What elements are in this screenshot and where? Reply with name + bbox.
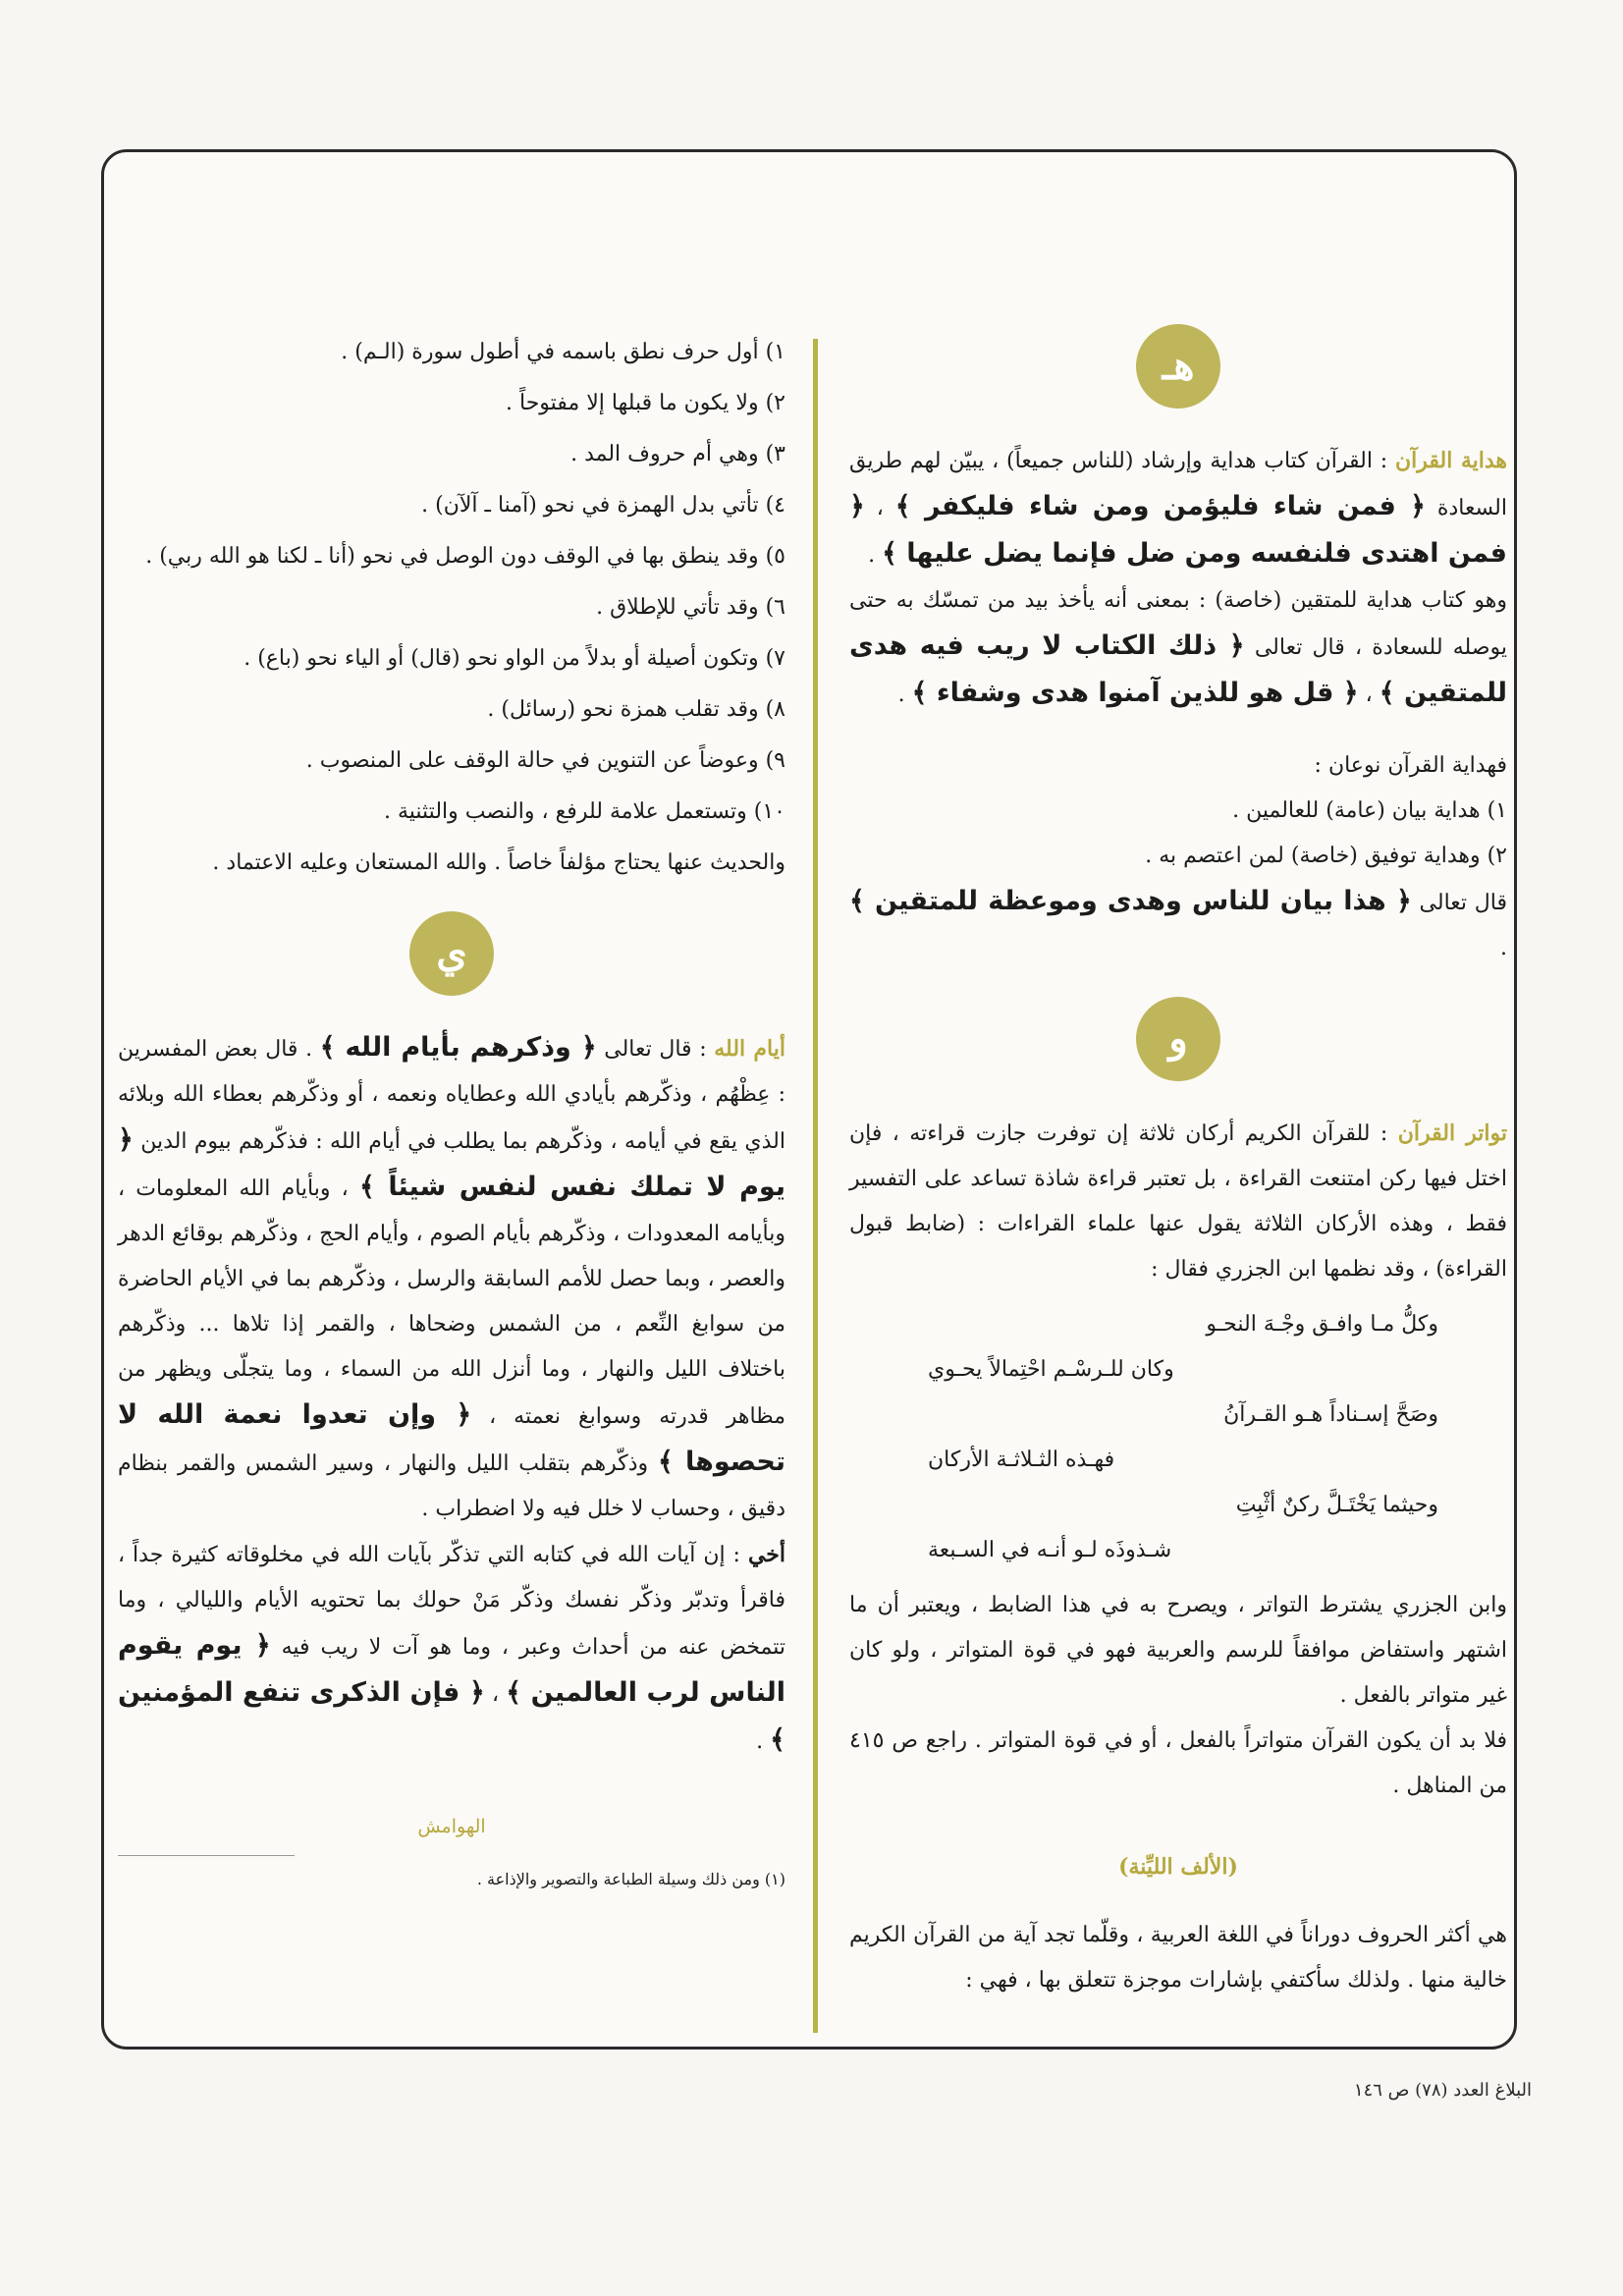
verse-quote: ﴿ قل هو للذين آمنوا هدى وشفاء ﴾ [911, 678, 1359, 708]
list-item: ٥) وقد ينطق بها في الوقف دون الوصل في نحو (أنا ـ لكنا هو الله ربي) . [145, 544, 785, 569]
hidayat-heading: هداية القرآن [1395, 448, 1507, 473]
list-item: ٩) وعوضاً عن التنوين في حالة الوقف على المنصوب . [305, 748, 785, 773]
list-item: ٨) وقد تقلب همزة نحو (رسائل) . [487, 697, 785, 722]
alif-section-title: (الألف الليِّنة) [1118, 1854, 1238, 1880]
verse-quote: ﴿ هذا بيان للناس وهدى وموعظة للمتقين ﴾ [849, 886, 1412, 916]
verse-quote: ﴿ فمن اهتدى فلنفسه ومن ضل فإنما يضل عليها ﴾ [849, 491, 1507, 569]
list-item: ٣) وهي أم حروف المد . [570, 442, 785, 466]
list-item: ١) أول حرف نطق باسمه في أطول سورة (الـم) . [341, 340, 785, 364]
alif-closing: والحديث عنها يحتاج مؤلفاً خاصاً . والله المستعان وعليه الاعتماد . [212, 850, 785, 875]
tawatur-paragraph: تواتر القرآن : للقرآن الكريم أركان ثلاثة إن توفرت جازت قراءته ، فإن اختل فيها ركن امتنعت القراءة ، بل تعتبر قراءة شاذة تساعد على التفسير فقط ، وهذه الأركان الثلاثة يقول عنها علماء القراءات : (ضابط قبول القراءة) ، وقد نظمها ابن الجزري فقال : [849, 1121, 1507, 1282]
akhi-paragraph: أخي : إن آيات الله في كتابه التي تذكّر بآيات الله في مخلوقاته كثيرة جداً ، فاقرأ وتدبّر وذكّر نفسك وذكّر مَنْ حولك بما تحتويه الأيام والليالي ، وما تتمخض عنه من أحداث وعبر ، وما هو آت لا ريب فيه ﴿ يوم يقوم الناس لرب العالمين ﴾ ، ﴿ فإن الذكرى تنفع المؤمنين ﴾ . [118, 1542, 785, 1755]
poem-line: وصَحَّ إسـناداً هـو القـرآنُ [1223, 1402, 1438, 1427]
poem-line: وحيثما يَخْتَـلَّ ركنٌ أثْبِتِ [1235, 1493, 1438, 1517]
page-footer: البلاغ العدد (٧٨) ص ١٤٦ [1353, 2080, 1532, 2101]
hidayat-paragraph-3: قال تعالى ﴿ هذا بيان للناس وهدى وموعظة للمتقين ﴾ . [849, 886, 1507, 960]
hidayat-paragraph-2: وهو كتاب هداية للمتقين (خاصة) : بمعنى أنه يأخذ بيد من تمسّك به حتى يوصله للسعادة ، قال تعالى ﴿ ذلك الكتاب لا ريب فيه هدى للمتقين ﴾ ، ﴿ قل هو للذين آمنوا هدى وشفاء ﴾ . [849, 588, 1508, 708]
section-badge-waw: و [1136, 997, 1220, 1081]
section-badge-ha: هـ [1136, 324, 1220, 409]
section-badge-ya: ي [409, 911, 494, 996]
footnotes-rule [118, 1855, 295, 1856]
verse-quote: ﴿ فإن الذكرى تنفع المؤمنين ﴾ [118, 1677, 785, 1755]
verse-quote: ﴿ يوم يقوم الناس لرب العالمين ﴾ [118, 1630, 785, 1708]
right-column [849, 324, 1507, 2003]
hidayat-paragraph: هداية القرآن : القرآن كتاب هداية وإرشاد (للناس جميعاً) ، يبيّن لهم طريق السعادة ﴿ فمن شاء فليؤمن ومن شاء فليكفر ﴾ ، ﴿ فمن اهتدى فلنفسه ومن ضل فإنما يضل عليها ﴾ . [849, 448, 1507, 569]
hidayat-type-1: ١) هداية بيان (عامة) للعالمين . [1232, 798, 1507, 823]
tawatur-paragraph-2: وابن الجزري يشترط التواتر ، ويصرح به في هذا الضابط ، ويعتبر أن ما اشتهر واستفاض موافقاً للرسم والعربية فهو في قوة المتواتر ، ولو كان غير متواتر بالفعل . [849, 1593, 1507, 1708]
poem-line: وكان للـرسْـم احْتِمالاً يحـوي [928, 1357, 1174, 1382]
verse-quote: ﴿ يوم لا تملك نفس لنفس شيئاً ﴾ [118, 1124, 785, 1202]
ayyam-allah-heading: أيام الله [714, 1036, 785, 1062]
poem-block [849, 1302, 1438, 1573]
left-column [118, 324, 785, 1893]
list-item: ٦) وقد تأتي للإطلاق . [596, 595, 785, 620]
footnote-1: (١) ومن ذلك وسيلة الطباعة والتصوير والإذاعة . [476, 1870, 785, 1888]
list-item: ١٠) وتستعمل علامة للرفع ، والنصب والتثنية . [383, 799, 785, 824]
verse-quote: ﴿ وإن تعدوا نعمة الله لا تحصوها ﴾ [118, 1399, 785, 1477]
column-divider [813, 339, 818, 2033]
poem-line: فهـذه الثـلاثـة الأركان [928, 1448, 1115, 1472]
akhi-heading: أخي [747, 1542, 785, 1567]
list-item: ٢) ولا يكون ما قبلها إلا مفتوحاً . [506, 391, 785, 415]
ayyam-allah-paragraph: أيام الله : قال تعالى ﴿ وذكرهم بأيام الله ﴾ . قال بعض المفسرين : عِظْهُم ، وذكّرهم بأيادي الله وعطاياه ونعمه ، أو وذكّرهم بعطاء الله وبلائه الذي يقع في أيامه ، وذكّرهم بما يطلب في أيام الله : فذكّرهم بيوم الدين ﴿ يوم لا تملك نفس لنفس شيئاً ﴾ ، وبأيام الله المعلومات ، وبأيامه المعدودات ، وذكّرهم بأيام الصوم ، وأيام الحج ، وذكّرهم بوقائع الدهر والعصر ، وبما حصل للأمم السابقة والرسل ، وذكّرهم بما في الأيام الحاضرة من سوابغ النِّعم ، من الشمس وضحاها ، والقمر إذا تلاها ... وذكّرهم باختلاف الليل والنهار ، وما أنزل الله من السماء ، وما يتجلّى ويظهر من مظاهر قدرته وسوابغ نعمته ، ﴿ وإن تعدوا نعمة الله لا تحصوها ﴾ وذكّرهم بتقلب الليل والنهار ، وسير الشمس والقمر بنظام دقيق ، وحساب لا خلل فيه ولا اضطراب . [118, 1032, 785, 1521]
list-item: ٧) وتكون أصيلة أو بدلاً من الواو نحو (قال) أو الياء نحو (باع) . [243, 646, 785, 671]
alif-list [118, 330, 785, 835]
tawatur-paragraph-3: فلا بد أن يكون القرآن متواتراً بالفعل ، أو في قوة المتواتر . راجع ص ٤١٥ من المناهل . [849, 1728, 1507, 1798]
verse-quote: ﴿ وذكرهم بأيام الله ﴾ [319, 1032, 597, 1063]
poem-line: وكلُّ مـا وافـق وجْـهَ النحـو [1206, 1312, 1438, 1337]
alif-intro-paragraph: هي أكثر الحروف دوراناً في اللغة العربية ، وقلّما تجد آية من القرآن الكريم خالية منها . ولذلك سأكتفي بإشارات موجزة تتعلق بها ، فهي : [849, 1923, 1507, 1993]
verse-quote: ﴿ فمن شاء فليؤمن ومن شاء فليكفر ﴾ [894, 491, 1426, 521]
poem-line: شـذوذَه لـو أنـه في السـبعة [928, 1538, 1172, 1562]
tawatur-heading: تواتر القرآن [1397, 1121, 1507, 1146]
hidayat-types-intro: فهداية القرآن نوعان : [1314, 753, 1507, 778]
footnotes-title: الهوامش [417, 1816, 486, 1837]
hidayat-type-2: ٢) وهداية توفيق (خاصة) لمن اعتصم به . [1145, 844, 1507, 868]
verse-quote: ﴿ ذلك الكتاب لا ريب فيه هدى للمتقين ﴾ [849, 630, 1507, 708]
list-item: ٤) تأتي بدل الهمزة في نحو (آمنا ـ آلآن) . [421, 493, 785, 518]
